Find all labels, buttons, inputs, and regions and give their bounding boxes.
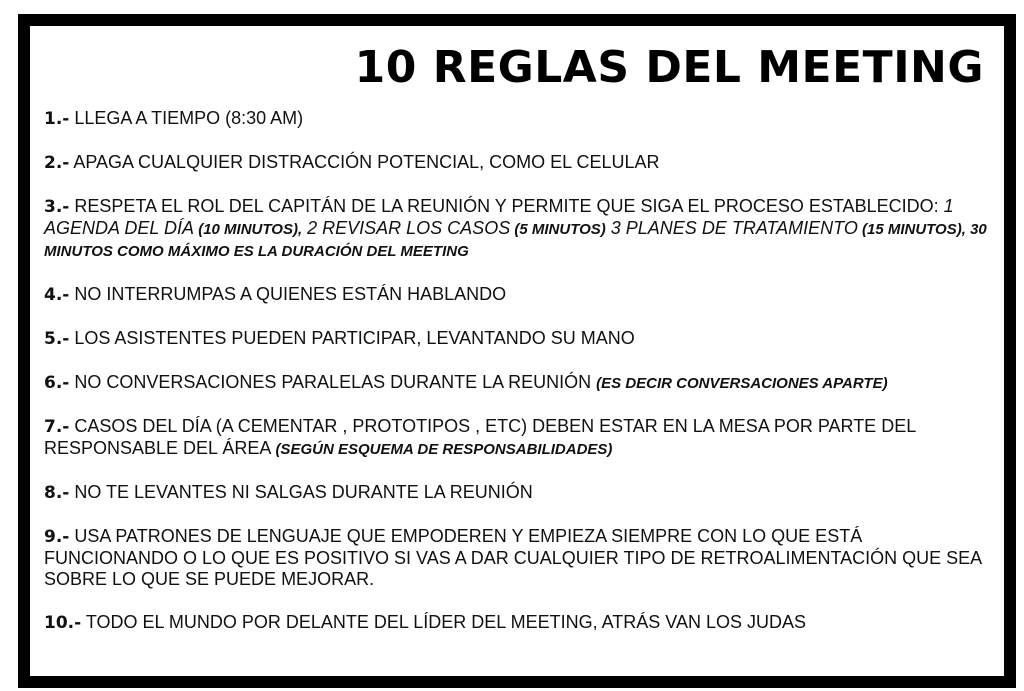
- rule-number: 2.-: [44, 153, 70, 173]
- rule-5: [44, 328, 992, 350]
- rule-text: USA PATRONES DE LENGUAJE QUE EMPODEREN Y EMPIEZA SIEMPRE CON LO QUE ESTÁ FUNCIONANDO O LO QUE ES POSITIVO SI VAS A DAR CUALQUIER TIPO DE RETROALIMENTACIÓN QUE SEA SOBRE LO QUE SE PUEDE MEJORAR.: [44, 526, 982, 589]
- rule-1: [44, 108, 992, 130]
- agenda-step-3-time: (15 MINUTOS), 30 MINUTOS COMO MÁXIMO ES LA DURACIÓN DEL MEETING: [44, 221, 987, 260]
- rules-list: [44, 108, 992, 656]
- rule-text: APAGA CUALQUIER DISTRACCIÓN POTENCIAL, COMO EL CELULAR: [69, 152, 660, 172]
- rule-10: [44, 612, 992, 634]
- rule-number: 4.-: [44, 285, 70, 305]
- poster-frame: [18, 14, 1016, 688]
- rule-4: [44, 284, 992, 306]
- agenda-step-3: 3 PLANES DE TRATAMIENTO: [605, 218, 858, 238]
- agenda-step-2-time: (5 MINUTOS): [510, 221, 606, 238]
- rule-text: TODO EL MUNDO POR DELANTE DEL LÍDER DEL MEETING, ATRÁS VAN LOS JUDAS: [81, 612, 806, 632]
- rule-9: [44, 526, 992, 590]
- agenda-step-2: 2 REVISAR LOS CASOS: [302, 218, 511, 238]
- rule-number: 5.-: [44, 329, 70, 349]
- agenda-step-1: 1 AGENDA DEL DÍA: [44, 196, 954, 238]
- rule-number: 6.-: [44, 373, 70, 393]
- agenda-step-1-time: (10 MINUTOS),: [194, 221, 303, 238]
- rule-text: NO INTERRUMPAS A QUIENES ESTÁN HABLANDO: [69, 284, 507, 304]
- rule-6: [44, 372, 992, 394]
- rule-7: [44, 416, 992, 460]
- rule-text: NO TE LEVANTES NI SALGAS DURANTE LA REUNIÓN: [69, 482, 533, 502]
- rule-text: LLEGA A TIEMPO (8:30 AM): [69, 108, 304, 128]
- rule-text: LOS ASISTENTES PUEDEN PARTICIPAR, LEVANTANDO SU MANO: [69, 328, 635, 348]
- rule-text: NO CONVERSACIONES PARALELAS DURANTE LA REUNIÓN: [69, 372, 597, 392]
- rule-number: 8.-: [44, 483, 70, 503]
- rule-number: 1.-: [44, 109, 70, 129]
- rule-text: CASOS DEL DÍA (A CEMENTAR , PROTOTIPOS , ETC) DEBEN ESTAR EN LA MESA POR PARTE DEL RESPONSABLE DEL ÁREA: [44, 416, 916, 458]
- rule-number: 9.-: [44, 527, 70, 547]
- rule-number: 7.-: [44, 417, 70, 437]
- rule-8: [44, 482, 992, 504]
- rule-note: (SEGÚN ESQUEMA DE RESPONSABILIDADES): [275, 441, 613, 458]
- rule-note: (ES DECIR CONVERSACIONES APARTE): [596, 375, 888, 392]
- rule-3: [44, 196, 992, 262]
- page-title: 10 REGLAS DEL MEETING: [354, 42, 984, 93]
- rule-number: 3.-: [44, 197, 70, 217]
- rule-text: RESPETA EL ROL DEL CAPITÁN DE LA REUNIÓN Y PERMITE QUE SIGA EL PROCESO ESTABLECIDO:: [69, 196, 944, 216]
- rule-2: [44, 152, 992, 174]
- rule-number: 10.-: [44, 613, 82, 633]
